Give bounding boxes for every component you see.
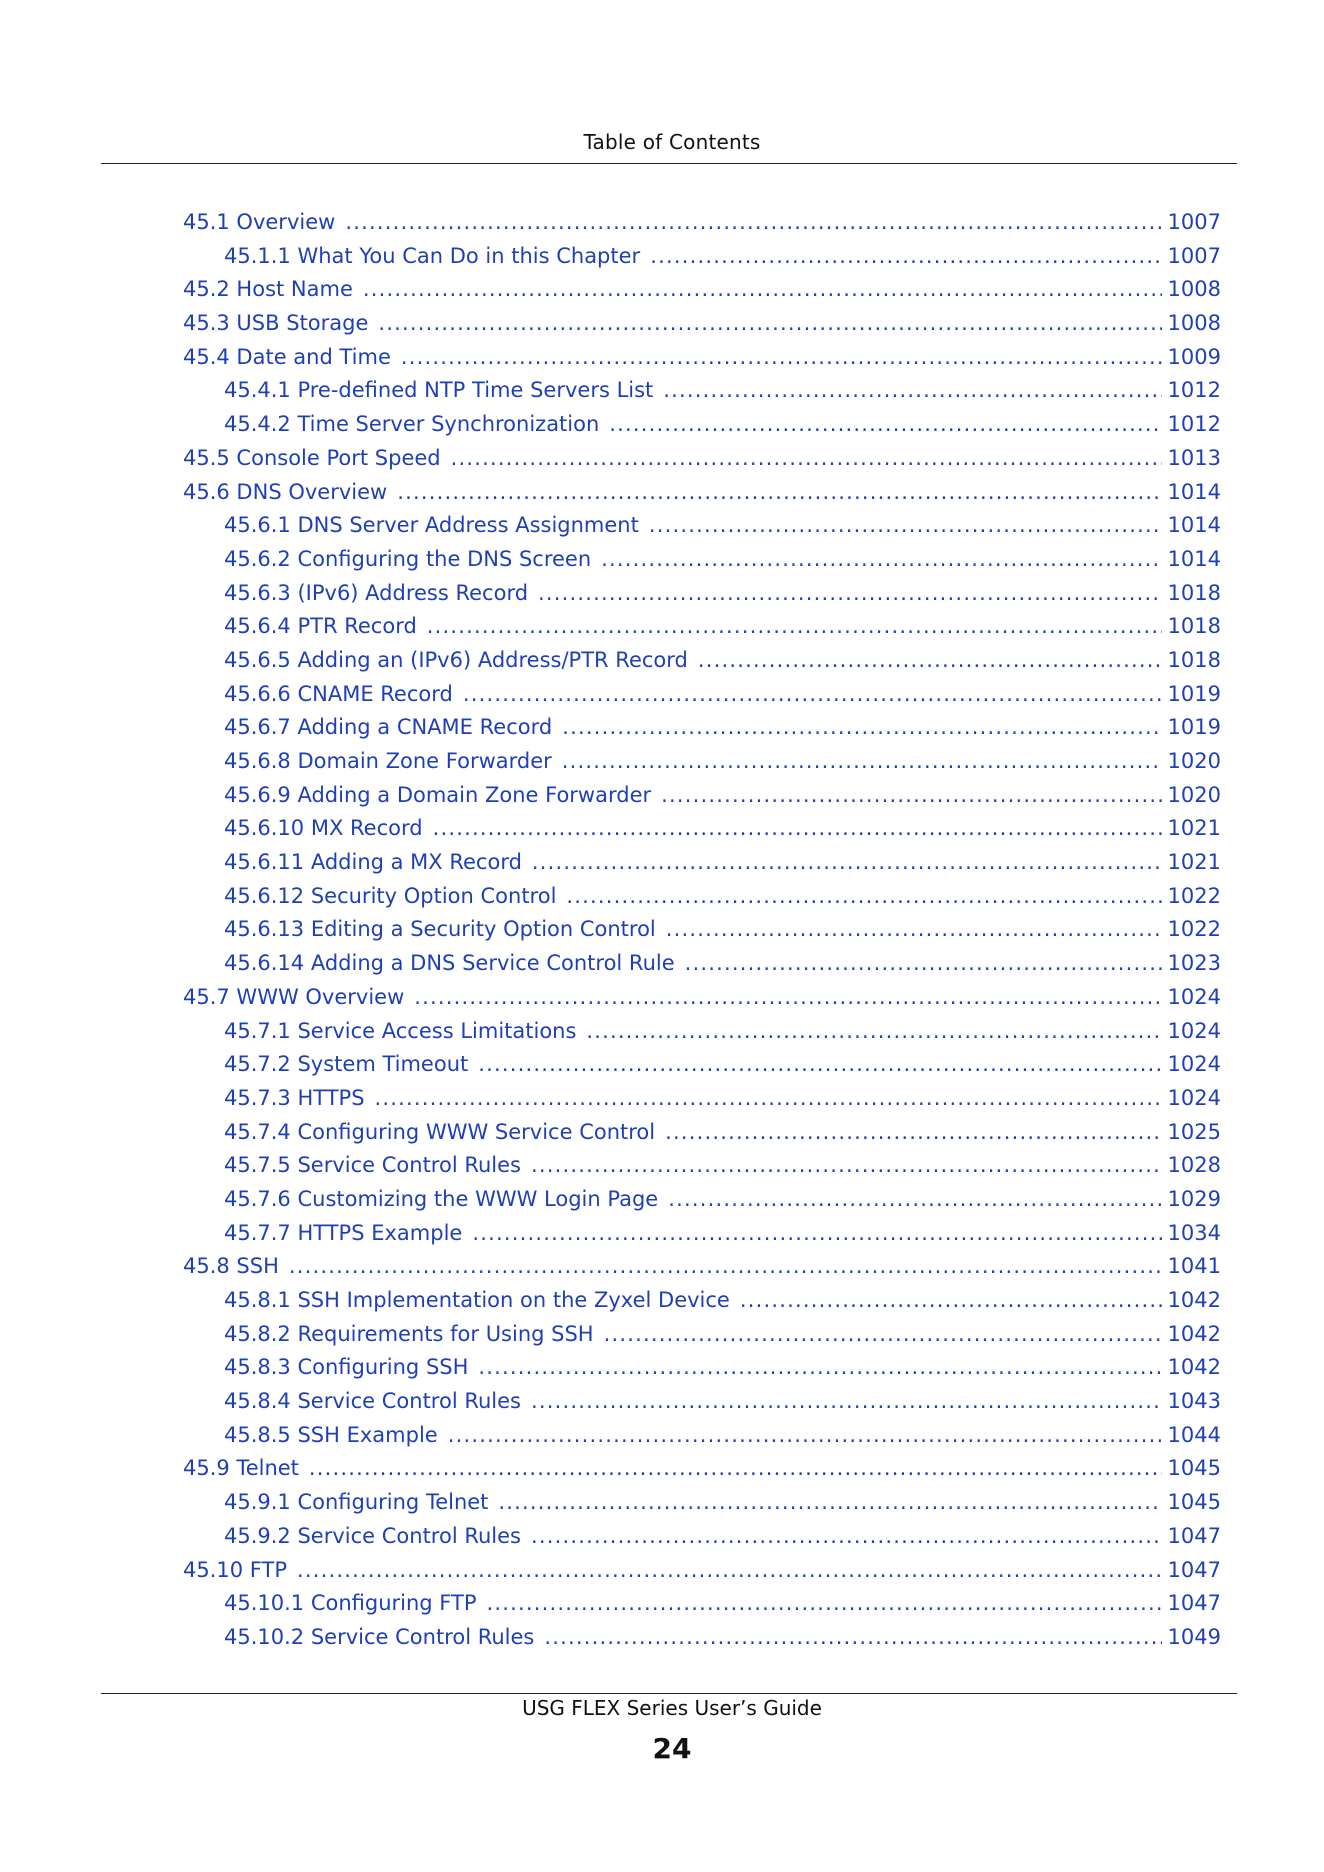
toc-entry[interactable] xyxy=(183,1120,1221,1154)
toc-entry-page: 1014 xyxy=(1167,479,1221,504)
dot-leader xyxy=(309,1456,1162,1480)
toc-entry-page: 1049 xyxy=(1167,1624,1221,1649)
toc-entry-page: 1008 xyxy=(1167,311,1221,336)
dot-leader xyxy=(433,816,1162,840)
toc-entry[interactable] xyxy=(183,1153,1221,1187)
toc-entry[interactable] xyxy=(183,1254,1221,1288)
footer-divider xyxy=(101,1693,1237,1694)
toc-entry-title: 45.6.10 MX Record xyxy=(224,816,423,841)
toc-entry[interactable] xyxy=(183,581,1221,615)
toc-entry-title: 45.7.3 HTTPS xyxy=(224,1085,365,1110)
toc-entry-title: 45.4.1 Pre-defined NTP Time Servers List xyxy=(224,378,654,403)
toc-entry-page: 1013 xyxy=(1167,445,1221,470)
toc-entry[interactable] xyxy=(183,749,1221,783)
dot-leader xyxy=(740,1288,1162,1312)
dot-leader xyxy=(604,1322,1162,1346)
toc-entry-page: 1009 xyxy=(1167,344,1221,369)
toc-entry-title: 45.7 WWW Overview xyxy=(183,984,405,1009)
toc-entry[interactable] xyxy=(183,682,1221,716)
toc-entry-title: 45.8.4 Service Control Rules xyxy=(224,1389,521,1414)
toc-entry[interactable] xyxy=(183,1524,1221,1558)
toc-entry[interactable] xyxy=(183,311,1221,345)
dot-leader xyxy=(297,1558,1162,1582)
toc-entry-page: 1022 xyxy=(1167,883,1221,908)
toc-entry-page: 1022 xyxy=(1167,917,1221,942)
toc-entry-page: 1007 xyxy=(1167,210,1221,234)
dot-leader xyxy=(378,311,1161,335)
toc-entry-title: 45.7.7 HTTPS Example xyxy=(224,1220,463,1245)
toc-entry-page: 1024 xyxy=(1167,984,1221,1009)
toc-entry-page: 1024 xyxy=(1167,1018,1221,1043)
toc-entry[interactable] xyxy=(183,1355,1221,1389)
toc-entry[interactable] xyxy=(183,210,1221,244)
toc-entry[interactable] xyxy=(183,1052,1221,1086)
toc-entry-page: 1029 xyxy=(1167,1186,1221,1211)
toc-entry-page: 1045 xyxy=(1167,1490,1221,1515)
toc-entry-title: 45.9.1 Configuring Telnet xyxy=(224,1490,489,1515)
dot-leader xyxy=(532,850,1162,874)
dot-leader xyxy=(685,951,1162,975)
toc-entry-title: 45.1 Overview xyxy=(183,210,336,234)
toc-entry-page: 1020 xyxy=(1167,782,1221,807)
dot-leader xyxy=(544,1625,1161,1649)
toc-entry-title: 45.3 USB Storage xyxy=(183,311,369,336)
toc-entry-page: 1042 xyxy=(1167,1288,1221,1312)
dot-leader xyxy=(562,715,1161,739)
toc-entry[interactable] xyxy=(183,1490,1221,1524)
dot-leader xyxy=(463,682,1162,706)
toc-entry-page: 1047 xyxy=(1167,1523,1221,1548)
toc-entry-title: 45.6 DNS Overview xyxy=(183,479,388,504)
dot-leader xyxy=(448,1423,1162,1447)
toc-entry-page: 1018 xyxy=(1167,647,1221,672)
toc-entry-page: 1020 xyxy=(1167,749,1221,773)
toc-entry[interactable] xyxy=(183,446,1221,480)
dot-leader xyxy=(397,480,1161,504)
toc-entry-title: 45.8 SSH xyxy=(183,1254,279,1279)
dot-leader xyxy=(345,210,1161,234)
toc-entry[interactable] xyxy=(183,1456,1221,1490)
toc-entry-page: 1047 xyxy=(1167,1557,1221,1582)
toc-entry-title: 45.4 Date and Time xyxy=(183,344,391,369)
toc-entry-page: 1028 xyxy=(1167,1153,1221,1178)
toc-entry[interactable] xyxy=(183,648,1221,682)
toc-entry-title: 45.8.3 Configuring SSH xyxy=(224,1355,469,1380)
toc-entry-page: 1023 xyxy=(1167,951,1221,976)
header-title: Table of Contents xyxy=(583,130,761,154)
dot-leader xyxy=(363,277,1162,301)
toc-entry-page: 1047 xyxy=(1167,1591,1221,1616)
toc-entry-title: 45.6.11 Adding a MX Record xyxy=(224,850,522,875)
toc-entry-title: 45.6.12 Security Option Control xyxy=(224,883,557,908)
dot-leader xyxy=(668,1187,1161,1211)
toc-entry[interactable] xyxy=(183,1558,1221,1592)
toc-entry-page: 1025 xyxy=(1167,1119,1221,1144)
toc-entry-title: 45.8.2 Requirements for Using SSH xyxy=(224,1321,594,1346)
dot-leader xyxy=(609,412,1161,436)
dot-leader xyxy=(562,749,1162,773)
dot-leader xyxy=(472,1221,1161,1245)
toc-entry-page: 1012 xyxy=(1167,378,1221,403)
toc-entry[interactable] xyxy=(183,378,1221,412)
toc-entry-page: 1014 xyxy=(1167,513,1221,538)
toc-entry[interactable] xyxy=(183,547,1221,581)
toc-entry[interactable] xyxy=(183,1187,1221,1221)
toc-entry-page: 1024 xyxy=(1167,1052,1221,1077)
header-divider xyxy=(101,163,1237,164)
toc-entry-title: 45.6.5 Adding an (IPv6) Address/PTR Record xyxy=(224,647,688,672)
toc-entry[interactable] xyxy=(183,850,1221,884)
toc-entry-title: 45.9 Telnet xyxy=(183,1456,299,1481)
dot-leader xyxy=(666,917,1162,941)
toc-entry-title: 45.6.7 Adding a CNAME Record xyxy=(224,715,553,740)
toc-entry-page: 1042 xyxy=(1167,1355,1221,1380)
toc-entry-page: 1008 xyxy=(1167,277,1221,302)
table-of-contents xyxy=(183,210,1221,1659)
toc-entry-title: 45.6.8 Domain Zone Forwarder xyxy=(224,749,552,773)
toc-entry-title: 45.6.13 Editing a Security Option Control xyxy=(224,917,656,942)
toc-entry[interactable] xyxy=(183,1591,1221,1625)
toc-entry-title: 45.6.6 CNAME Record xyxy=(224,681,453,706)
dot-leader xyxy=(478,1355,1161,1379)
toc-entry[interactable] xyxy=(183,1288,1221,1322)
toc-entry-page: 1043 xyxy=(1167,1389,1221,1414)
dot-leader xyxy=(566,884,1161,908)
toc-entry-title: 45.6.14 Adding a DNS Service Control Rule xyxy=(224,951,675,976)
toc-entry-title: 45.6.2 Configuring the DNS Screen xyxy=(224,546,592,571)
toc-entry[interactable] xyxy=(183,412,1221,446)
toc-entry-page: 1021 xyxy=(1167,850,1221,875)
dot-leader xyxy=(289,1254,1162,1278)
toc-entry-title: 45.6.3 (IPv6) Address Record xyxy=(224,580,529,605)
toc-entry[interactable] xyxy=(183,1322,1221,1356)
footer-title: USG FLEX Series User’s Guide xyxy=(522,1696,822,1720)
toc-entry-page: 1014 xyxy=(1167,546,1221,571)
toc-entry-page: 1007 xyxy=(1167,243,1221,268)
toc-entry-title: 45.6.1 DNS Server Address Assignment xyxy=(224,513,639,538)
toc-entry-title: 45.6.9 Adding a Domain Zone Forwarder xyxy=(224,782,652,807)
toc-entry-page: 1042 xyxy=(1167,1321,1221,1346)
toc-entry[interactable] xyxy=(183,917,1221,951)
toc-entry[interactable] xyxy=(183,614,1221,648)
toc-entry-page: 1034 xyxy=(1167,1220,1221,1245)
toc-entry-title: 45.7.5 Service Control Rules xyxy=(224,1153,521,1178)
toc-entry-title: 45.7.1 Service Access Limitations xyxy=(224,1018,577,1043)
dot-leader xyxy=(498,1490,1161,1514)
toc-entry[interactable] xyxy=(183,783,1221,817)
dot-leader xyxy=(487,1591,1162,1615)
toc-entry-page: 1019 xyxy=(1167,681,1221,706)
toc-entry[interactable] xyxy=(183,513,1221,547)
dot-leader xyxy=(478,1052,1161,1076)
dot-leader xyxy=(401,345,1162,369)
toc-entry-page: 1019 xyxy=(1167,715,1221,740)
toc-entry[interactable] xyxy=(183,951,1221,985)
toc-entry-page: 1021 xyxy=(1167,816,1221,841)
dot-leader xyxy=(663,378,1161,402)
dot-leader xyxy=(375,1086,1162,1110)
dot-leader xyxy=(414,985,1161,1009)
toc-entry[interactable] xyxy=(183,1423,1221,1457)
toc-entry[interactable] xyxy=(183,244,1221,278)
toc-entry-title: 45.10 FTP xyxy=(183,1557,287,1582)
toc-entry-page: 1012 xyxy=(1167,412,1221,437)
toc-entry[interactable] xyxy=(183,1019,1221,1053)
dot-leader xyxy=(531,1153,1162,1177)
toc-entry-title: 45.8.5 SSH Example xyxy=(224,1422,438,1447)
toc-entry-title: 45.9.2 Service Control Rules xyxy=(224,1523,521,1548)
dot-leader xyxy=(531,1524,1162,1548)
toc-entry-title: 45.7.4 Configuring WWW Service Control xyxy=(224,1119,656,1144)
toc-entry-page: 1044 xyxy=(1167,1422,1221,1447)
toc-entry-title: 45.7.6 Customizing the WWW Login Page xyxy=(224,1186,659,1211)
toc-entry-title: 45.2 Host Name xyxy=(183,277,353,302)
toc-entry-title: 45.4.2 Time Server Synchronization xyxy=(224,412,600,437)
toc-entry-title: 45.10.2 Service Control Rules xyxy=(224,1624,535,1649)
dot-leader xyxy=(586,1019,1161,1043)
toc-entry-title: 45.8.1 SSH Implementation on the Zyxel Device xyxy=(224,1288,730,1312)
toc-entry-page: 1018 xyxy=(1167,580,1221,605)
toc-entry-title: 45.5 Console Port Speed xyxy=(183,445,441,470)
toc-entry[interactable] xyxy=(183,277,1221,311)
toc-entry-page: 1041 xyxy=(1167,1254,1221,1279)
dot-leader xyxy=(601,547,1161,571)
toc-entry-title: 45.1.1 What You Can Do in this Chapter xyxy=(224,243,641,268)
dot-leader xyxy=(650,244,1161,268)
page-number: 24 xyxy=(652,1732,692,1765)
dot-leader xyxy=(665,1120,1161,1144)
toc-entry[interactable] xyxy=(183,816,1221,850)
toc-entry[interactable] xyxy=(183,345,1221,379)
toc-entry-page: 1045 xyxy=(1167,1456,1221,1481)
toc-entry[interactable] xyxy=(183,480,1221,514)
toc-entry[interactable] xyxy=(183,1221,1221,1255)
toc-entry-page: 1024 xyxy=(1167,1085,1221,1110)
toc-entry[interactable] xyxy=(183,1389,1221,1423)
toc-entry-title: 45.10.1 Configuring FTP xyxy=(224,1591,477,1616)
toc-entry-title: 45.7.2 System Timeout xyxy=(224,1052,469,1077)
dot-leader xyxy=(538,581,1162,605)
dot-leader xyxy=(427,614,1162,638)
toc-entry-page: 1018 xyxy=(1167,614,1221,639)
toc-entry-title: 45.6.4 PTR Record xyxy=(224,614,417,639)
dot-leader xyxy=(649,513,1162,537)
toc-entry[interactable] xyxy=(183,1625,1221,1659)
dot-leader xyxy=(531,1389,1162,1413)
toc-entry[interactable] xyxy=(183,884,1221,918)
dot-leader xyxy=(451,446,1162,470)
toc-entry[interactable] xyxy=(183,1086,1221,1120)
toc-entry[interactable] xyxy=(183,715,1221,749)
toc-entry[interactable] xyxy=(183,985,1221,1019)
dot-leader xyxy=(698,648,1162,672)
dot-leader xyxy=(661,783,1161,807)
